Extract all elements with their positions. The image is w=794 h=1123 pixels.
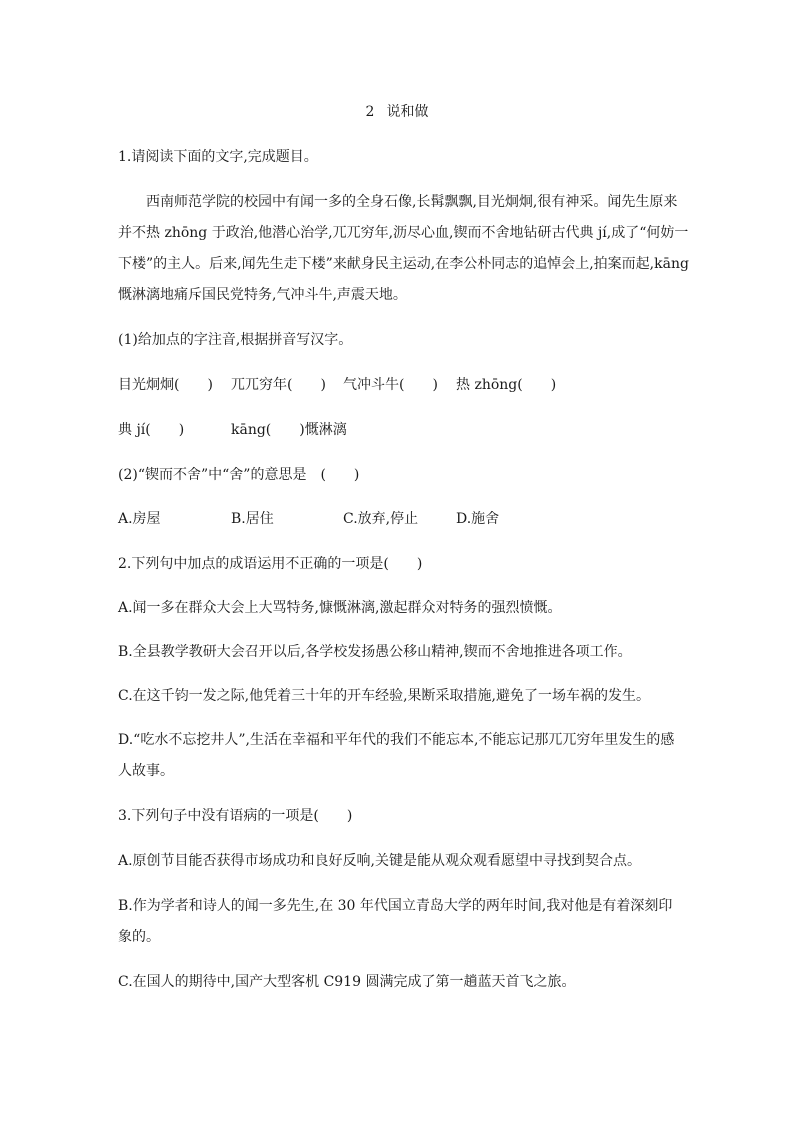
q1-sub1: (1)给加点的字注音,根据拼音写汉字。	[118, 332, 353, 348]
q2-option-d-cont: 人故事。	[118, 763, 174, 779]
q2-stem: 2.下列句中加点的成语运用不正确的一项是( )	[118, 556, 423, 572]
passage-line: 下楼”的主人。后来,闻先生走下楼”来献身民主运动,在李公朴同志的追悼会上,拍案而起,kāng	[118, 256, 689, 272]
passage-line: 并不热 zhōng 于政治,他潜心治学,兀兀穷年,沥尽心血,锲而不舍地钻研古代典 jí,成了“何妨一	[118, 225, 689, 241]
q2-option-c: C.在这千钧一发之际,他凭着三十年的开车经验,果断采取措施,避免了一场车祸的发生。	[118, 688, 651, 704]
lesson-title: 说和做	[386, 104, 429, 120]
passage-line: 慨淋漓地痛斥国民党特务,气冲斗牛,声震天地。	[118, 287, 407, 303]
q3-option-b-cont: 象的。	[118, 929, 160, 945]
page-title	[0, 101, 794, 123]
fill-blank: 典 jí( )	[118, 422, 185, 438]
passage-line: 西南师范学院的校园中有闻一多的全身石像,长髯飘飘,目光炯炯,很有神采。闻先生原来	[146, 194, 678, 210]
q1-sub2: (2)“锲而不舍”中“舍”的意思是 ( )	[118, 467, 360, 483]
q2-option-b: B.全县教学教研大会召开以后,各学校发扬愚公移山精神,锲而不舍地推进各项工作。	[118, 644, 632, 660]
fill-blank: 气冲斗牛( )	[343, 377, 438, 393]
q2-option-a: A.闻一多在群众大会上大骂特务,慷慨淋漓,激起群众对特务的强烈愤慨。	[118, 600, 562, 616]
fill-blank: 热 zhōng( )	[456, 377, 557, 393]
option-a: A.房屋	[118, 511, 161, 527]
q3-stem: 3.下列句子中没有语病的一项是( )	[118, 808, 353, 824]
option-b: B.居住	[231, 511, 274, 527]
fill-blank: 兀兀穷年( )	[231, 377, 326, 393]
lesson-number: 2	[365, 104, 375, 120]
fill-blank: 目光炯炯( )	[118, 377, 213, 393]
q2-option-d: D.“吃水不忘挖井人”,生活在幸福和平年代的我们不能忘本,不能忘记那兀兀穷年里发生的感	[118, 732, 675, 748]
q3-option-a: A.原创节目能否获得市场成功和良好反响,关键是能从观众观看愿望中寻找到契合点。	[118, 853, 642, 869]
q1-stem: 1.请阅读下面的文字,完成题目。	[118, 149, 318, 165]
q3-option-b: B.作为学者和诗人的闻一多先生,在 30 年代国立青岛大学的两年时间,我对他是有着深刻印	[118, 898, 673, 914]
option-d: D.施舍	[456, 511, 500, 527]
q3-option-c: C.在国人的期待中,国产大型客机 C919 圆满完成了第一趟蓝天首飞之旅。	[118, 974, 576, 990]
fill-blank: kāng( )慨淋漓	[231, 422, 347, 438]
option-c: C.放弃,停止	[343, 511, 419, 527]
